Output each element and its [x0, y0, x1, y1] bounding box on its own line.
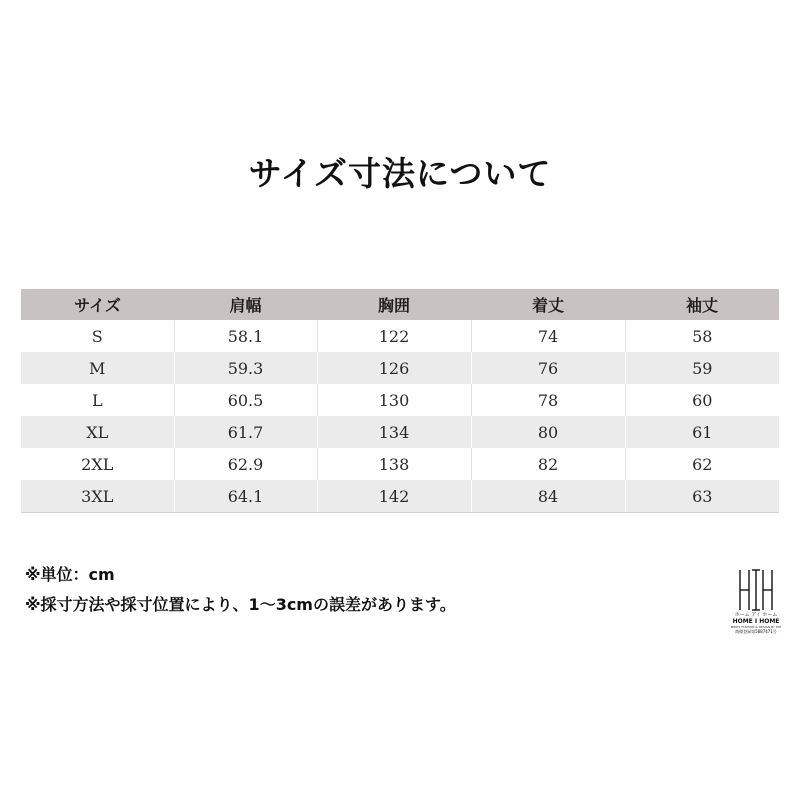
- cell-chest: 134: [317, 416, 471, 448]
- cell-chest: 122: [317, 320, 471, 352]
- cell-chest: 142: [317, 480, 471, 513]
- header-shoulder-width: 肩幅: [174, 289, 317, 320]
- cell-shoulder-width: 62.9: [174, 448, 317, 480]
- table-header-row: [21, 289, 779, 320]
- table-row: [21, 384, 779, 416]
- notes: [25, 563, 456, 623]
- table-row: [21, 416, 779, 448]
- cell-size: 3XL: [21, 480, 174, 513]
- logo-kana: ホーム アイ ホーム: [734, 612, 778, 618]
- cell-shoulder-width: 60.5: [174, 384, 317, 416]
- cell-chest: 130: [317, 384, 471, 416]
- brand-logo: [730, 568, 782, 634]
- table-row: [21, 448, 779, 480]
- note-tolerance: ※採寸方法や採寸位置により、1～3cmの誤差があります。: [25, 595, 456, 614]
- table-row: [21, 320, 779, 352]
- cell-shoulder-width: 58.1: [174, 320, 317, 352]
- cell-sleeve-length: 61: [625, 416, 779, 448]
- page-title: サイズ寸法について: [248, 154, 552, 193]
- table-row: [21, 352, 779, 384]
- logo-name: HOME I HOME: [732, 618, 780, 625]
- table-row: [21, 480, 779, 513]
- cell-shoulder-width: 59.3: [174, 352, 317, 384]
- cell-chest: 126: [317, 352, 471, 384]
- cell-size: L: [21, 384, 174, 416]
- cell-length: 78: [471, 384, 625, 416]
- cell-size: 2XL: [21, 448, 174, 480]
- cell-size: S: [21, 320, 174, 352]
- header-sleeve-length: 袖丈: [625, 289, 779, 320]
- cell-length: 74: [471, 320, 625, 352]
- cell-length: 82: [471, 448, 625, 480]
- cell-sleeve-length: 63: [625, 480, 779, 513]
- cell-length: 84: [471, 480, 625, 513]
- cell-sleeve-length: 59: [625, 352, 779, 384]
- header-chest: 胸囲: [317, 289, 471, 320]
- header-length: 着丈: [471, 289, 625, 320]
- note-unit: ※単位：cm: [25, 565, 115, 584]
- cell-sleeve-length: 58: [625, 320, 779, 352]
- logo-trademark: 商標登録第5887471号: [735, 629, 777, 634]
- cell-sleeve-length: 62: [625, 448, 779, 480]
- cell-length: 76: [471, 352, 625, 384]
- logo-tagline: MEN'S FASHION & DESIGN BY HIH: [730, 625, 782, 629]
- cell-shoulder-width: 64.1: [174, 480, 317, 513]
- cell-sleeve-length: 60: [625, 384, 779, 416]
- hih-logo-mark-icon: [737, 568, 775, 612]
- cell-size: XL: [21, 416, 174, 448]
- header-size: サイズ: [21, 289, 174, 320]
- cell-size: M: [21, 352, 174, 384]
- cell-shoulder-width: 61.7: [174, 416, 317, 448]
- size-table: [21, 289, 779, 513]
- cell-chest: 138: [317, 448, 471, 480]
- cell-length: 80: [471, 416, 625, 448]
